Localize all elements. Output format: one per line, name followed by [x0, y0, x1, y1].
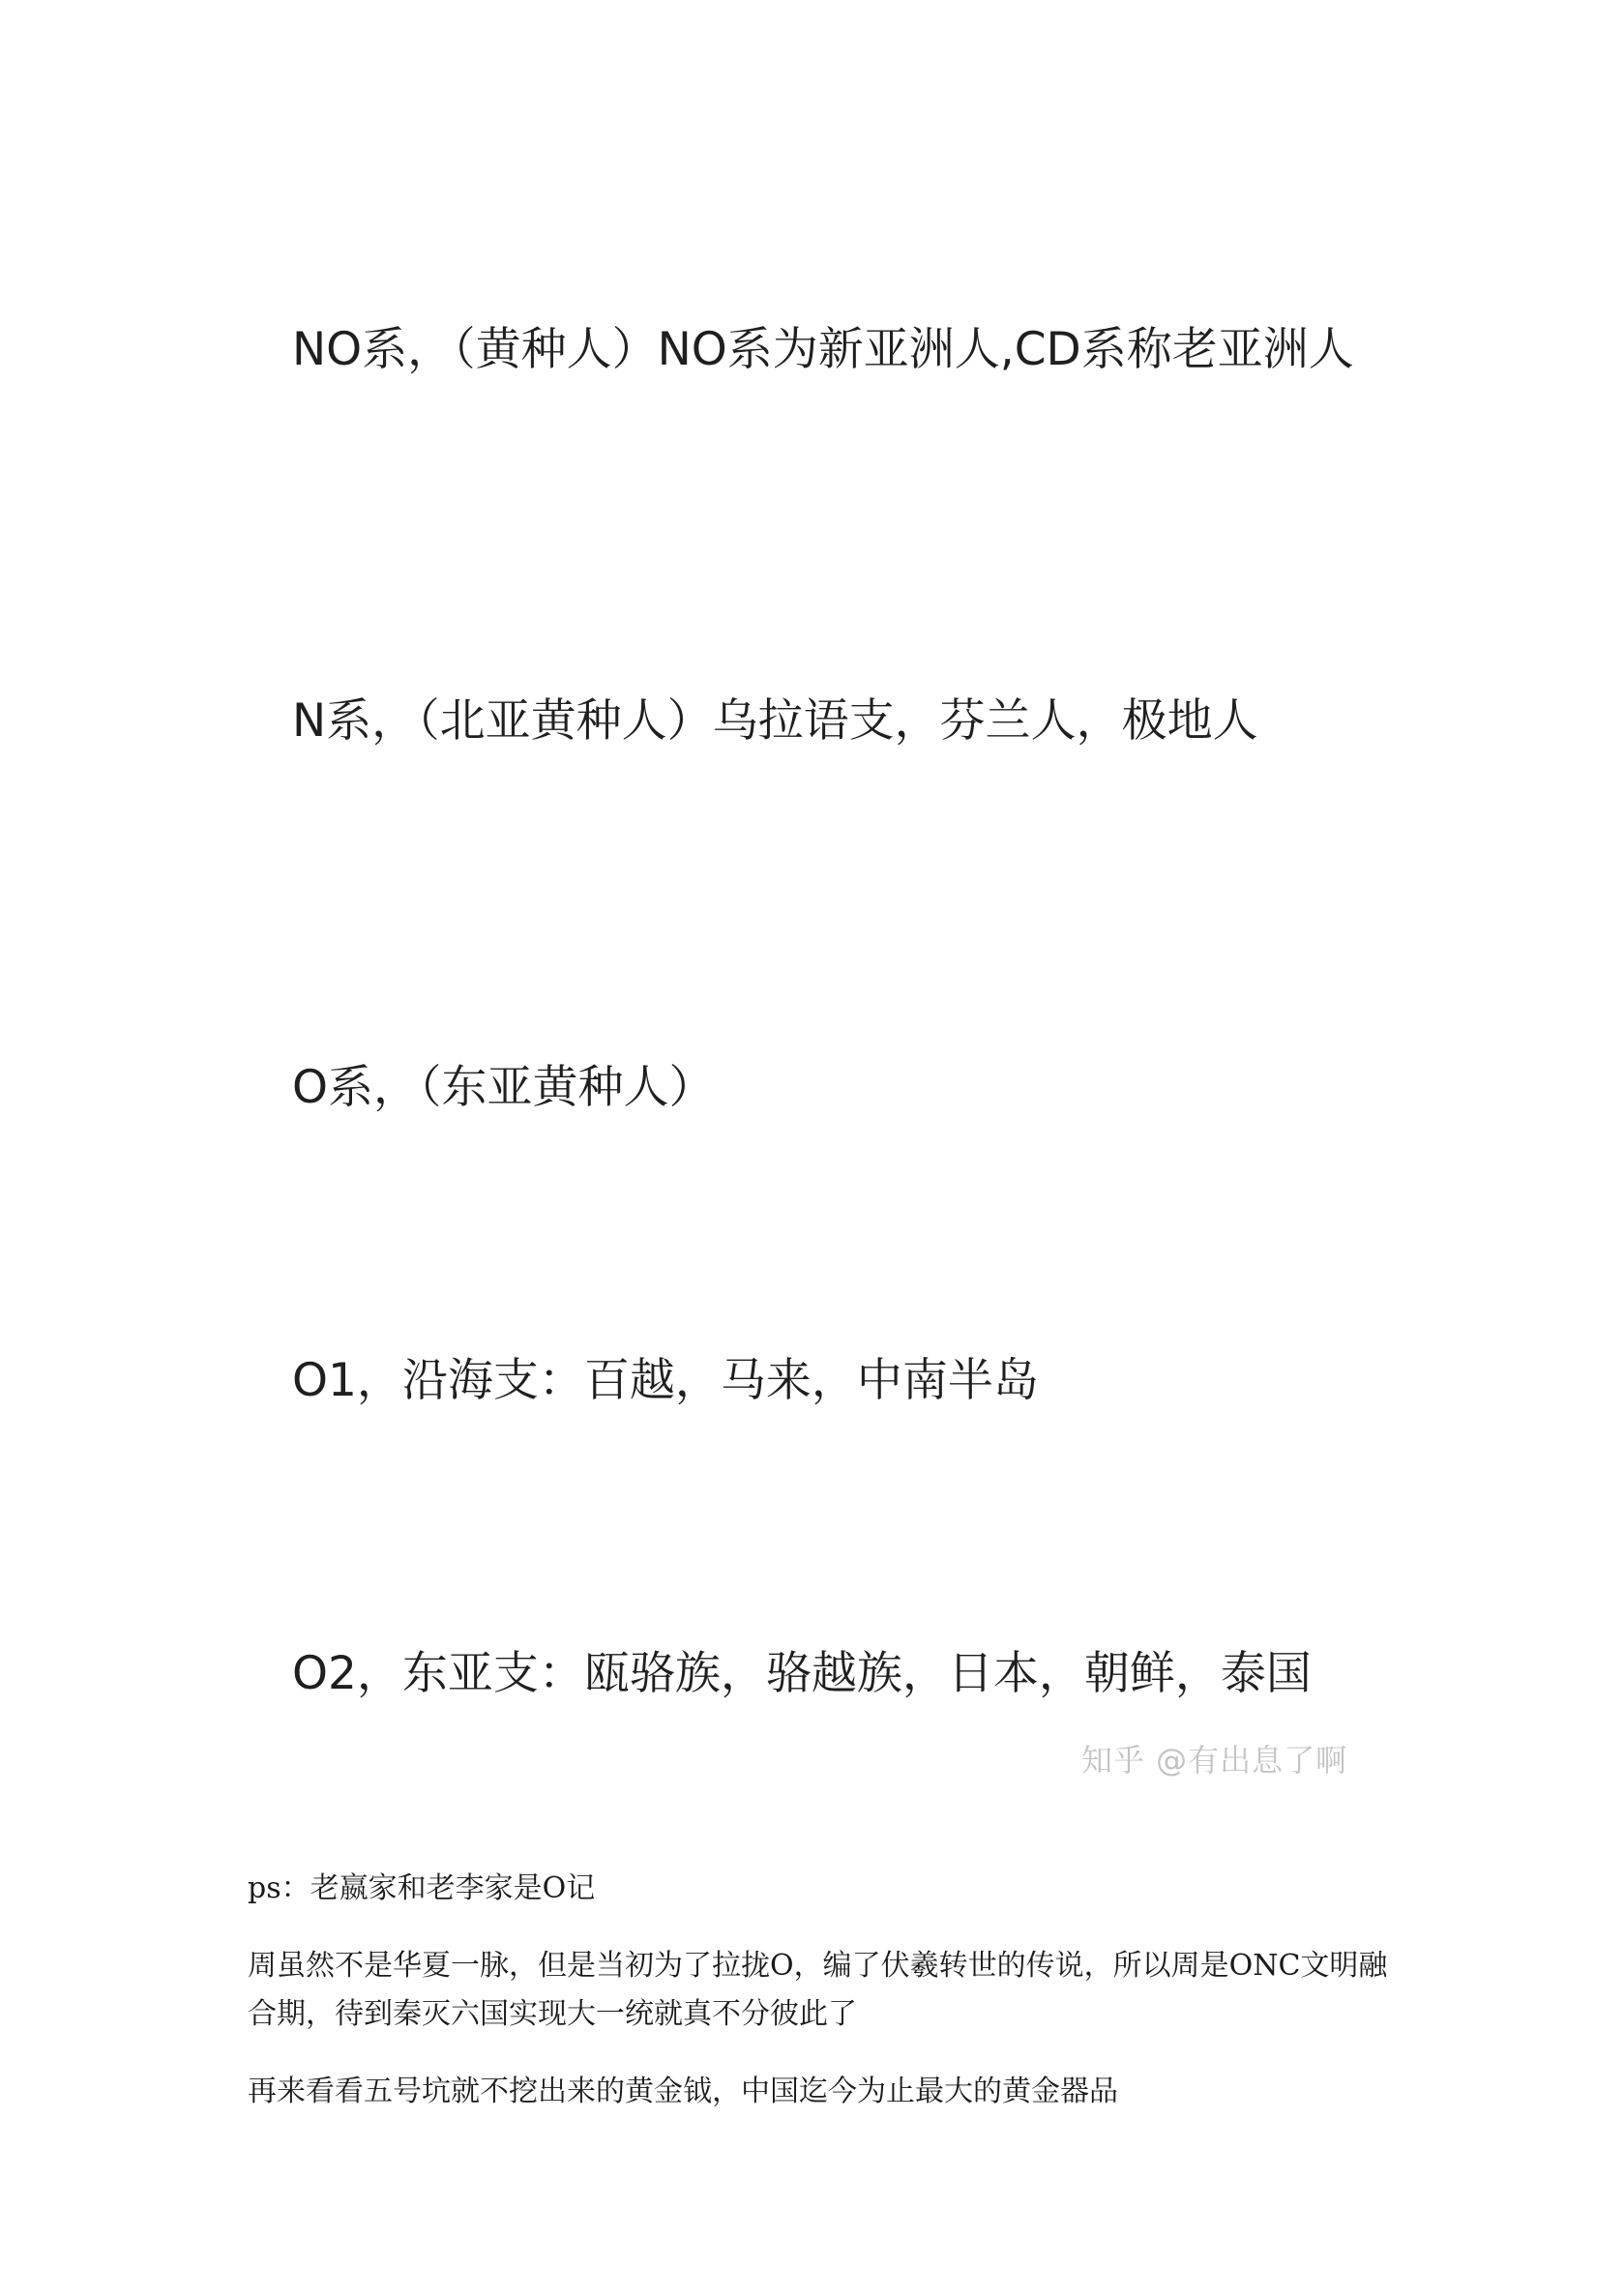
note-zhou: 周虽然不是华夏一脉，但是当初为了拉拢O，编了伏羲转世的传说，所以周是ONC文明融合期，待到秦灭六国实现大一统就真不分彼此了 — [248, 1949, 1388, 2031]
text-line-n-group: N系，（北亚黄种人）乌拉语支，芬兰人，极地人 — [292, 694, 1258, 748]
zhihu-watermark: 知乎 @有出息了啊 — [1081, 1742, 1348, 1779]
text-line-o2-group: O2，东亚支：瓯骆族，骆越族，日本，朝鲜，泰国 — [292, 1647, 1312, 1700]
text-line-o1-group: O1，沿海支：百越，马来，中南半岛 — [292, 1354, 1039, 1407]
note-gold-yue: 再来看看五号坑就不挖出来的黄金钺，中国迄今为止最大的黄金器品 — [248, 2075, 1118, 2108]
note-ps: ps：老嬴家和老李家是O记 — [248, 1871, 596, 1905]
text-line-no-group: NO系，（黄种人）NO系为新亚洲人,CD系称老亚洲人 — [292, 323, 1354, 376]
text-line-o-group: O系，（东亚黄种人） — [292, 1061, 715, 1114]
